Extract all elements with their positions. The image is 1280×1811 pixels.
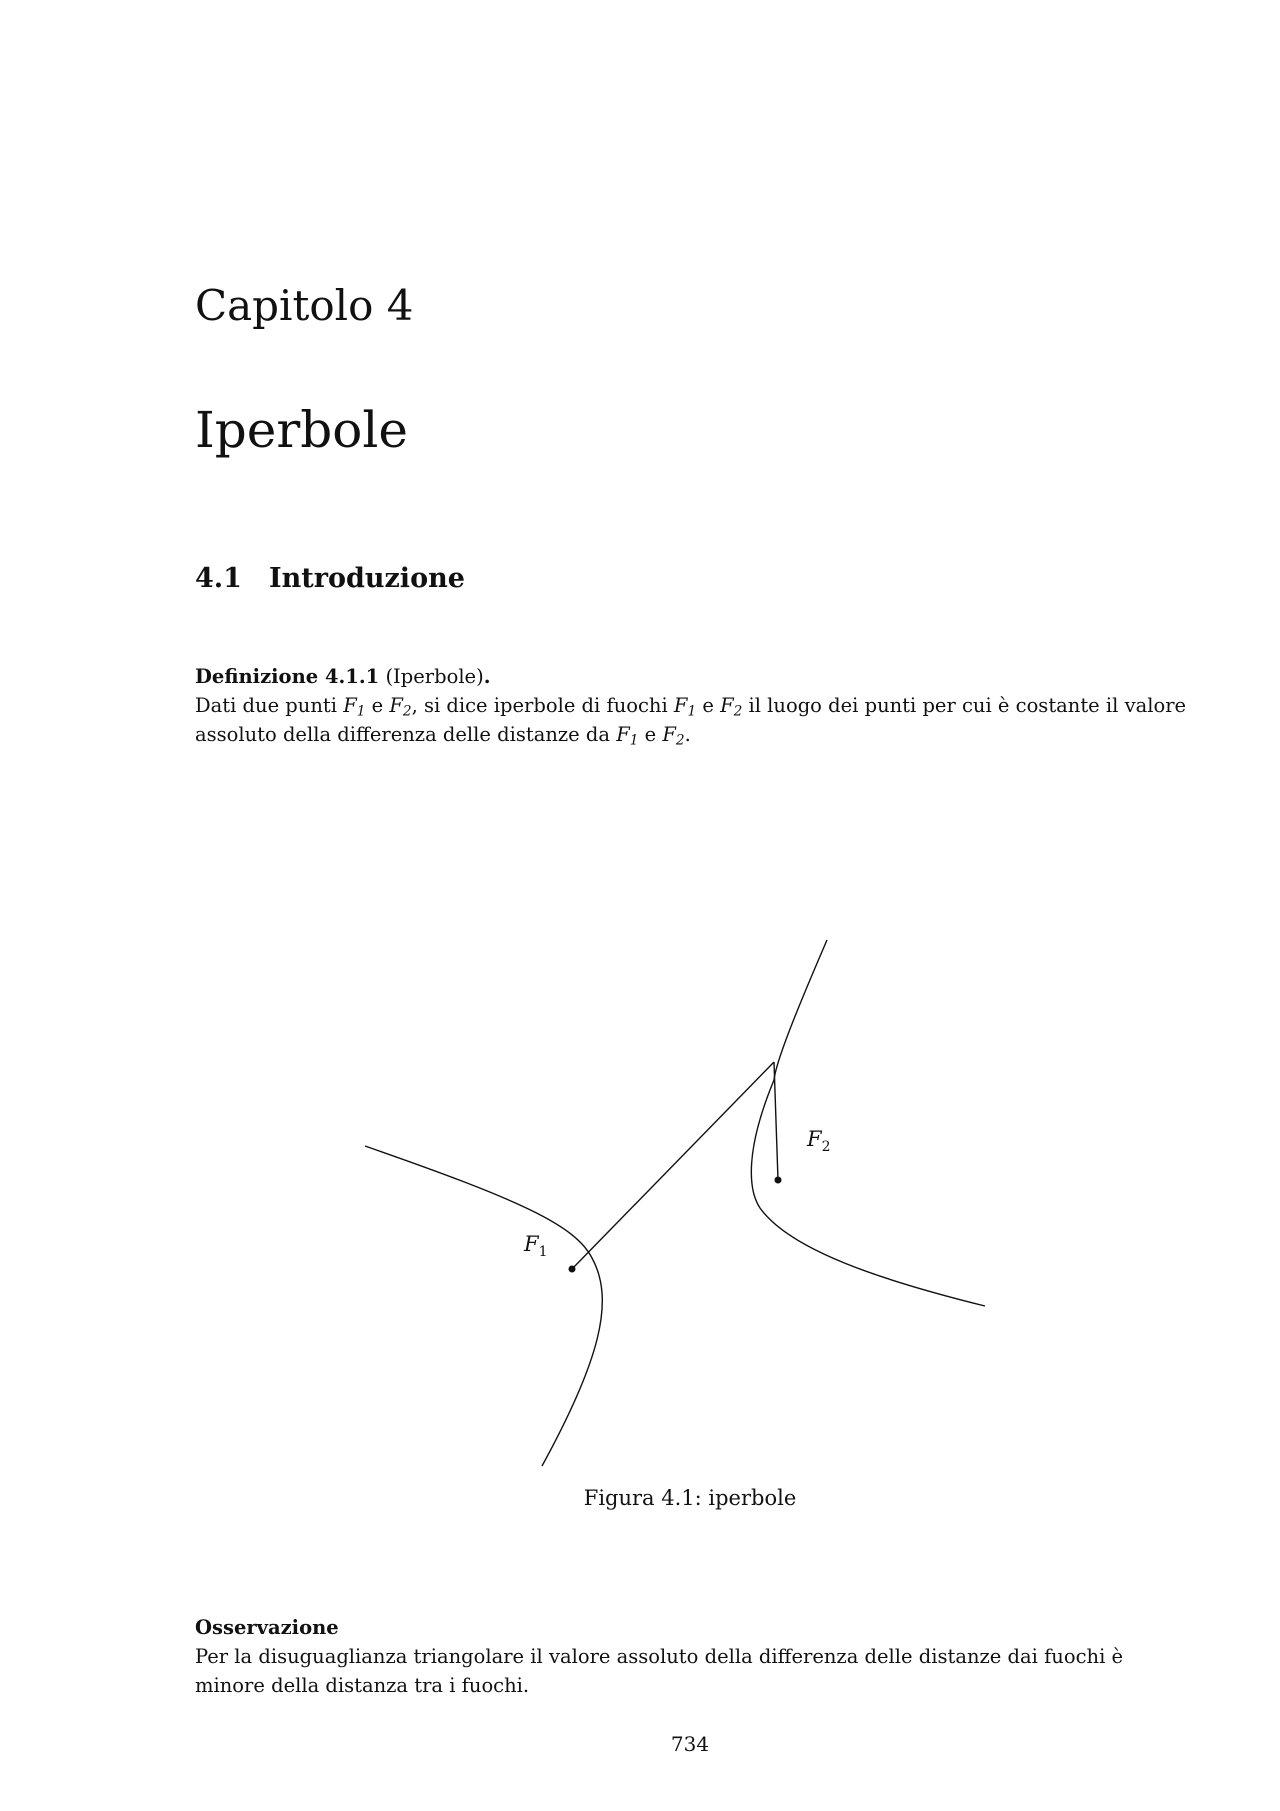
focus-symbol: $F_2$ (662, 723, 685, 749)
section-number: 4.1 (195, 563, 242, 594)
definition-name: (Iperbole) (385, 665, 484, 688)
focus-symbol: $F_1$ (616, 723, 639, 749)
segment-f1-to-point (572, 1062, 774, 1269)
hyperbola-left-branch (365, 1146, 602, 1466)
observation-heading: Osservazione (195, 1616, 339, 1639)
segment-point-to-f2 (774, 1062, 778, 1180)
observation-block (195, 1613, 1195, 1700)
focus-f1-point (569, 1266, 576, 1273)
definition-heading: Definizione 4.1.1 (195, 665, 380, 688)
focus-f2-label: $F_2$ (807, 1127, 831, 1155)
focus-symbol: $F_2$ (389, 694, 412, 720)
focus-symbol: $F_1$ (673, 694, 697, 720)
hyperbola-right-branch (751, 940, 985, 1306)
focus-f2-point (775, 1177, 782, 1184)
chapter-title: Iperbole (195, 401, 408, 459)
definition-text: Dati due punti $F_1$ e $F_2$, si dice iperbole di fuochi $F_1$ e $F_2$ il luogo dei punti per cui è costante il valore assoluto della differenza delle distanze da $F_1$ e $F_2$. (195, 694, 1187, 749)
page-number: 734 (670, 1732, 710, 1756)
section-title: Introduzione (269, 563, 465, 594)
observation-text: Per la disuguaglianza triangolare il valore assoluto della differenza delle distanze dai fuochi è minore della distanza tra i fuochi. (195, 1645, 1124, 1697)
focus-symbol: $F_2$ (720, 694, 743, 720)
definition-period: . (483, 665, 491, 688)
figure-caption: Figura 4.1: iperbole (583, 1486, 797, 1510)
focus-f1-label: $F_1$ (524, 1232, 548, 1260)
focus-symbol: $F_1$ (343, 694, 366, 720)
chapter-label: Capitolo 4 (195, 281, 414, 330)
